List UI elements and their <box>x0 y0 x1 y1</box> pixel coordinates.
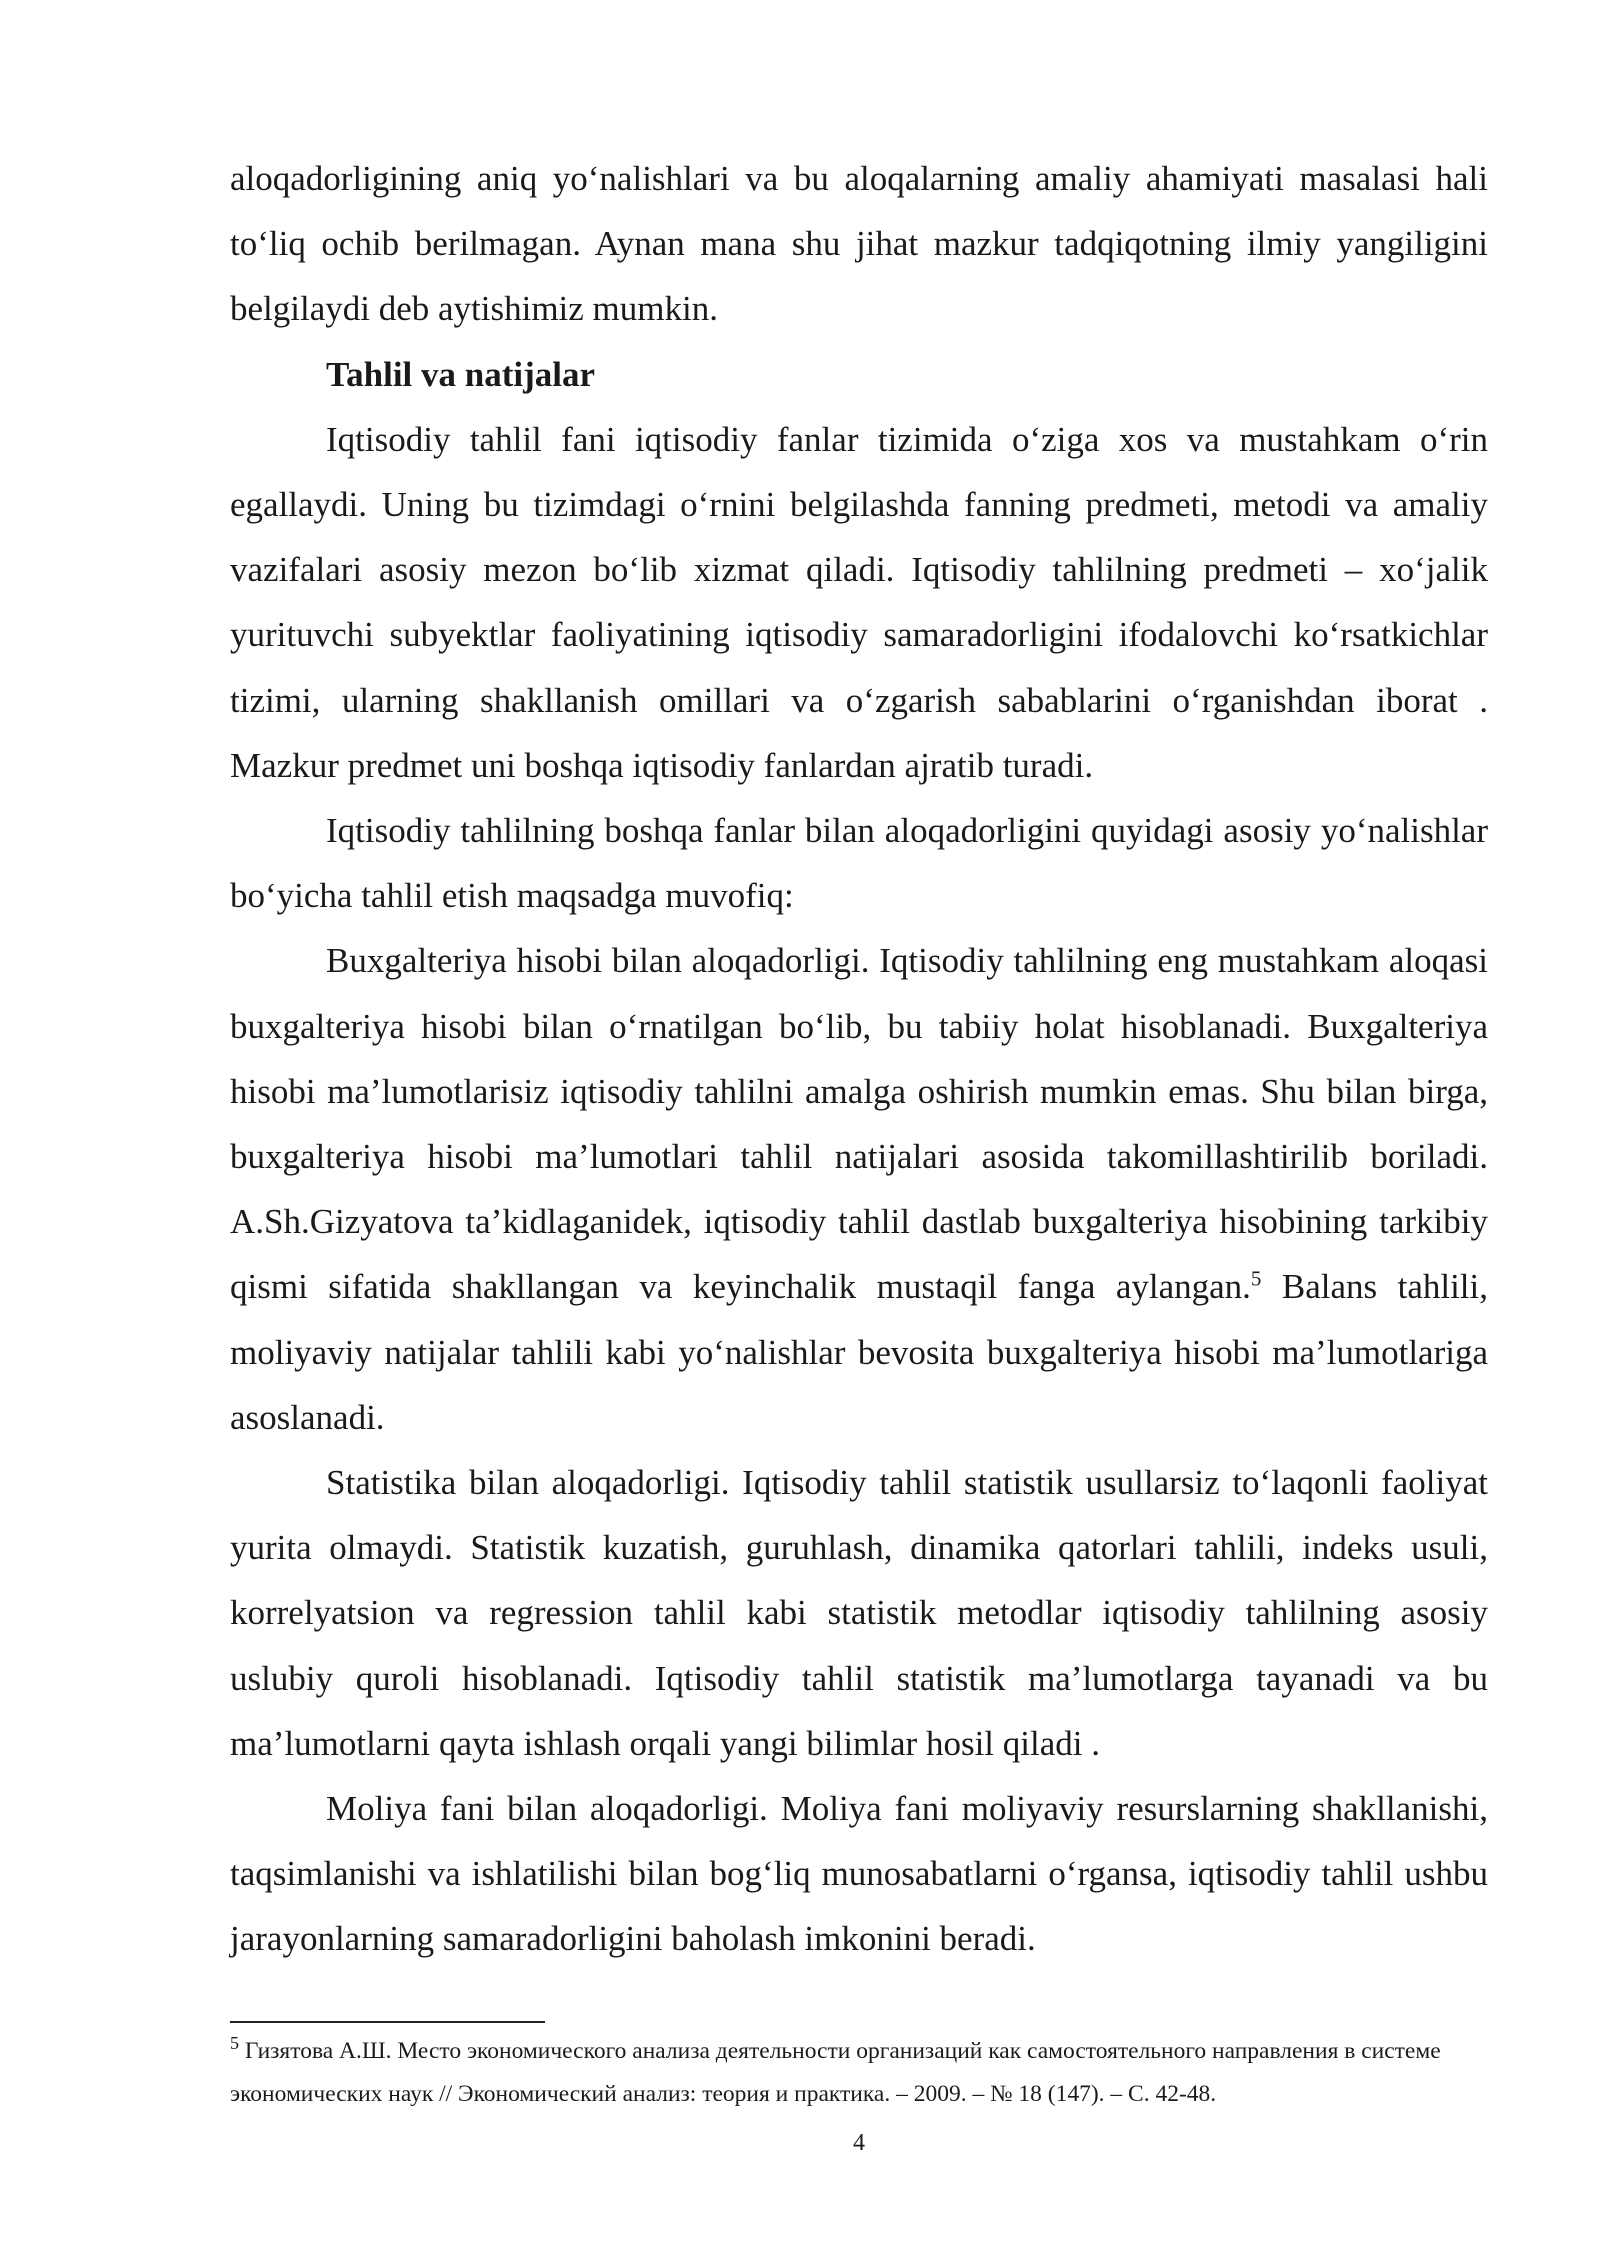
footnote-number: 5 <box>230 2033 239 2054</box>
paragraph-directions: Iqtisodiy tahlilning boshqa fanlar bilan aloqadorligini quyidagi asosiy yo‘nalishlar bo‘yicha tahlil etish maqsadga muvofiq: <box>230 811 1488 916</box>
section-heading: Tahlil va natijalar <box>326 354 596 394</box>
paragraph-statistics: Statistika bilan aloqadorligi. Iqtisodiy tahlil statistik usullarsiz to‘laqonli faoliyat yurita olmaydi. Statistik kuzatish, guruhlash, dinamika qatorlari tahlili, indeks usuli, korrelyatsion va regression tahlil kabi statistik metodlar iqtisodiy tahlilning asosiy uslubiy quroli hisoblanadi. Iqtisodiy tahlil statistik ma’lumotlarga tayanadi va bu ma’lumotlarni qayta ishlash orqali yangi bilimlar hosil qiladi . <box>230 1463 1488 1763</box>
footnote-text: Гизятова А.Ш. Место экономического анализа деятельности организаций как самостоятельного направления в системе экономических наук // Экономический анализ: теория и практика. – 2009. – № 18 (147). – С. 42-48. <box>230 2038 1441 2107</box>
continuation-paragraph: aloqadorligining aniq yo‘nalishlari va bu aloqalarning amaliy ahamiyati masalasi hali to‘liq ochib berilmagan. Aynan mana shu jihat mazkur tadqiqotning ilmiy yangiligini belgilaydi deb aytishimiz mumkin. <box>230 159 1488 329</box>
paragraph-accounting-text: Buxgalteriya hisobi bilan aloqadorligi. Iqtisodiy tahlilning eng mustahkam aloqasi buxgalteriya hisobi bilan o‘rnatilgan bo‘lib, bu tabiiy holat hisoblanadi. Buxgalteriya hisobi ma’lumotlarisiz iqtisodiy tahlilni amalga oshirish mumkin emas. Shu bilan birga, buxgalteriya hisobi ma’lumotlari tahlil natijalari asosida takomillashtirilib boriladi. A.Sh.Gizyatova ta’kidlaganidek, iqtisodiy tahlil dastlab buxgalteriya hisobining tarkibiy qismi sifatida shakllangan va keyinchalik mustaqil fanga aylangan. <box>230 941 1488 1307</box>
paragraph-accounting-text-end: Balans tahlili, moliyaviy natijalar tahlili kabi yo‘nalishlar bevosita buxgalteriya hisobi ma’lumotlariga asoslanadi. <box>230 1267 1488 1437</box>
footnote-reference: 5 <box>1250 1266 1262 1291</box>
footnote-separator <box>230 2021 545 2023</box>
paragraph-accounting <box>230 928 1488 1450</box>
paragraph-finance: Moliya fani bilan aloqadorligi. Moliya fani moliyaviy resurslarning shakllanishi, taqsimlanishi va ishlatilishi bilan bog‘liq munosabatlarni o‘rgansa, iqtisodiy tahlil ushbu jarayonlarning samaradorligini baholash imkonini beradi. <box>230 1789 1488 1959</box>
footnote <box>230 2030 1488 2116</box>
page-number: 4 <box>853 2130 865 2156</box>
body-text <box>230 146 1488 1972</box>
paragraph-subject: Iqtisodiy tahlil fani iqtisodiy fanlar tizimida o‘ziga xos va mustahkam o‘rin egallaydi. Uning bu tizimdagi o‘rnini belgilashda fanning predmeti, metodi va amaliy vazifalari asosiy mezon bo‘lib xizmat qiladi. Iqtisodiy tahlilning predmeti – xo‘jalik yurituvchi subyektlar faoliyatining iqtisodiy samaradorligini ifodalovchi ko‘rsatkichlar tizimi, ularning shakllanish omillari va o‘zgarish sabablarini o‘rganishdan iborat . Mazkur predmet uni boshqa iqtisodiy fanlardan ajratib turadi. <box>230 419 1488 785</box>
